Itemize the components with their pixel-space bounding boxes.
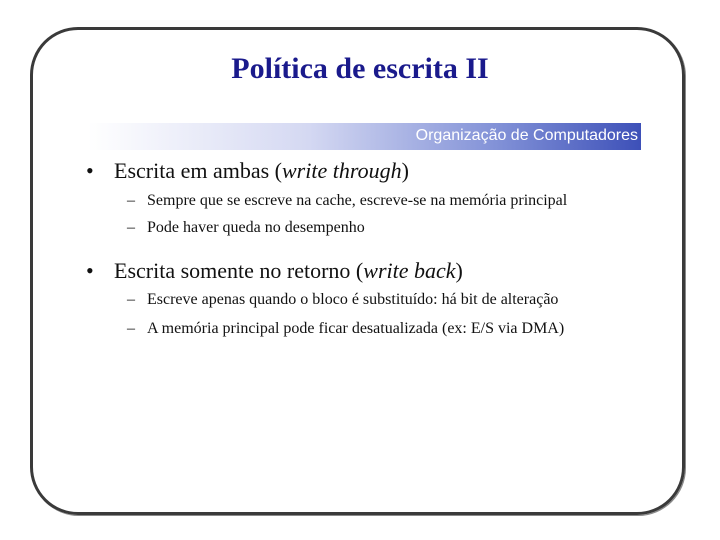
course-banner-text: Organização de Computadores (415, 127, 638, 144)
subitem-text: Sempre que se escreve na cache, escreve-se na memória principal (147, 192, 568, 209)
subitem (127, 192, 567, 210)
bullet-text-italic: write through (282, 158, 402, 183)
subitem (127, 219, 365, 237)
subitem-text: Pode haver queda no desempenho (147, 219, 365, 236)
bullet-item-write-back (86, 258, 463, 284)
dash-icon: – (127, 320, 135, 337)
bullet-text-italic: write back (363, 258, 456, 283)
subitem-text: Escreve apenas quando o bloco é substituído: há bit de alteração (147, 291, 559, 308)
bullet-icon: • (86, 158, 94, 183)
subitem (127, 320, 564, 338)
bullet-icon: • (86, 258, 94, 283)
bullet-text: ) (455, 258, 463, 283)
bullet-item-write-through (86, 158, 409, 184)
slide-title: Política de escrita II (231, 52, 489, 85)
course-banner (88, 123, 641, 150)
bullet-text: Escrita somente no retorno ( (114, 258, 364, 283)
bullet-text: ) (401, 158, 409, 183)
dash-icon: – (127, 291, 135, 308)
bullet-text: Escrita em ambas ( (114, 158, 282, 183)
dash-icon: – (127, 192, 135, 209)
subitem (127, 291, 558, 309)
subitem-text: A memória principal pode ficar desatualizada (ex: E/S via DMA) (147, 320, 565, 337)
dash-icon: – (127, 219, 135, 236)
